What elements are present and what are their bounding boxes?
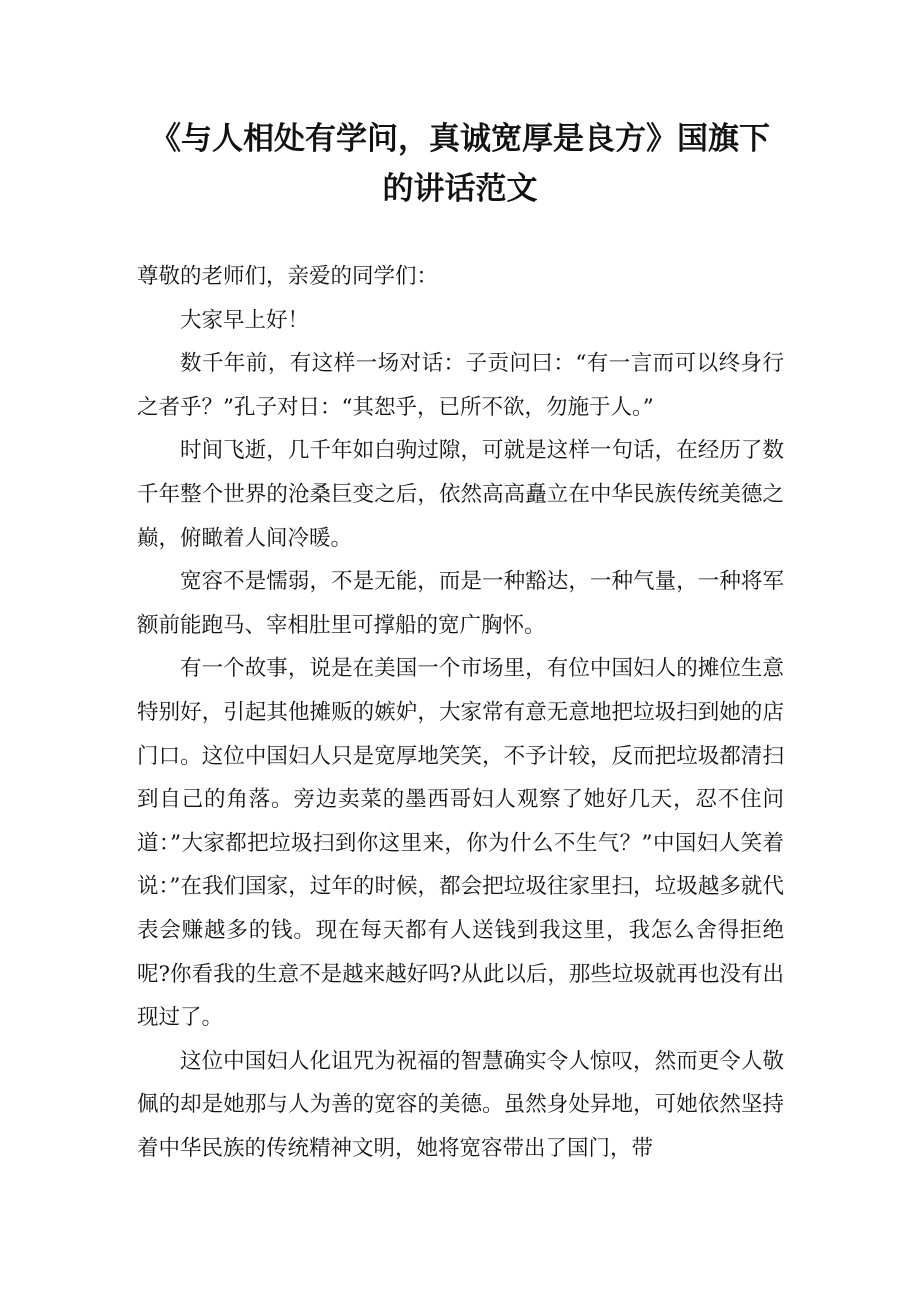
document-body xyxy=(137,255,784,1170)
document-title: 《与人相处有学问，真诚宽厚是良方》国旗下的讲话范文 xyxy=(150,121,770,207)
paragraph-greeting: 大家早上好！ xyxy=(180,307,310,333)
paragraph-tolerance-definition: 宽容不是懦弱，不是无能，而是一种豁达，一种气量，一种将军额前能跑马、宰相肚里可撑船的宽广胸怀。 xyxy=(137,569,784,638)
paragraph-time-passing: 时间飞逝，几千年如白驹过隙，可就是这样一句话，在经历了数千年整个世界的沧桑巨变之后，依然高高矗立在中华民族传统美德之巅，俯瞰着人间冷暖。 xyxy=(137,438,784,551)
paragraph-confucius-dialogue: 数千年前，有这样一场对话：子贡问曰：“有一言而可以终身行之者乎？”孔子对日：“其恕乎，已所不欲，勿施于人。” xyxy=(137,351,784,420)
paragraph-conclusion: 这位中国妇人化诅咒为祝福的智慧确实令人惊叹，然而更令人敬佩的却是她那与人为善的宽容的美德。虽然身处异地，可她依然坚持着中华民族的传统精神文明，她将宽容带出了国门，带 xyxy=(137,1048,784,1161)
paragraph-market-story: 有一个故事，说是在美国一个市场里，有位中国妇人的摊位生意特别好，引起其他摊贩的嫉妒，大家常有意无意地把垃圾扫到她的店门口。这位中国妇人只是宽厚地笑笑，不予计较，反而把垃圾都清扫到自己的角落。旁边卖菜的墨西哥妇人观察了她好几天，忍不住问道：”大家都把垃圾扫到你这里来，你为什么不生气？”中国妇人笑着说：”在我们国家，过年的时候，都会把垃圾往家里扫，垃圾越多就代表会赚越多的钱。现在每天都有人送钱到我这里，我怎么舍得拒绝呢?你看我的生意不是越来越好吗?从此以后，那些垃圾就再也没有出现过了。 xyxy=(137,656,784,1031)
salutation: 尊敬的老师们，亲爱的同学们： xyxy=(137,264,439,289)
